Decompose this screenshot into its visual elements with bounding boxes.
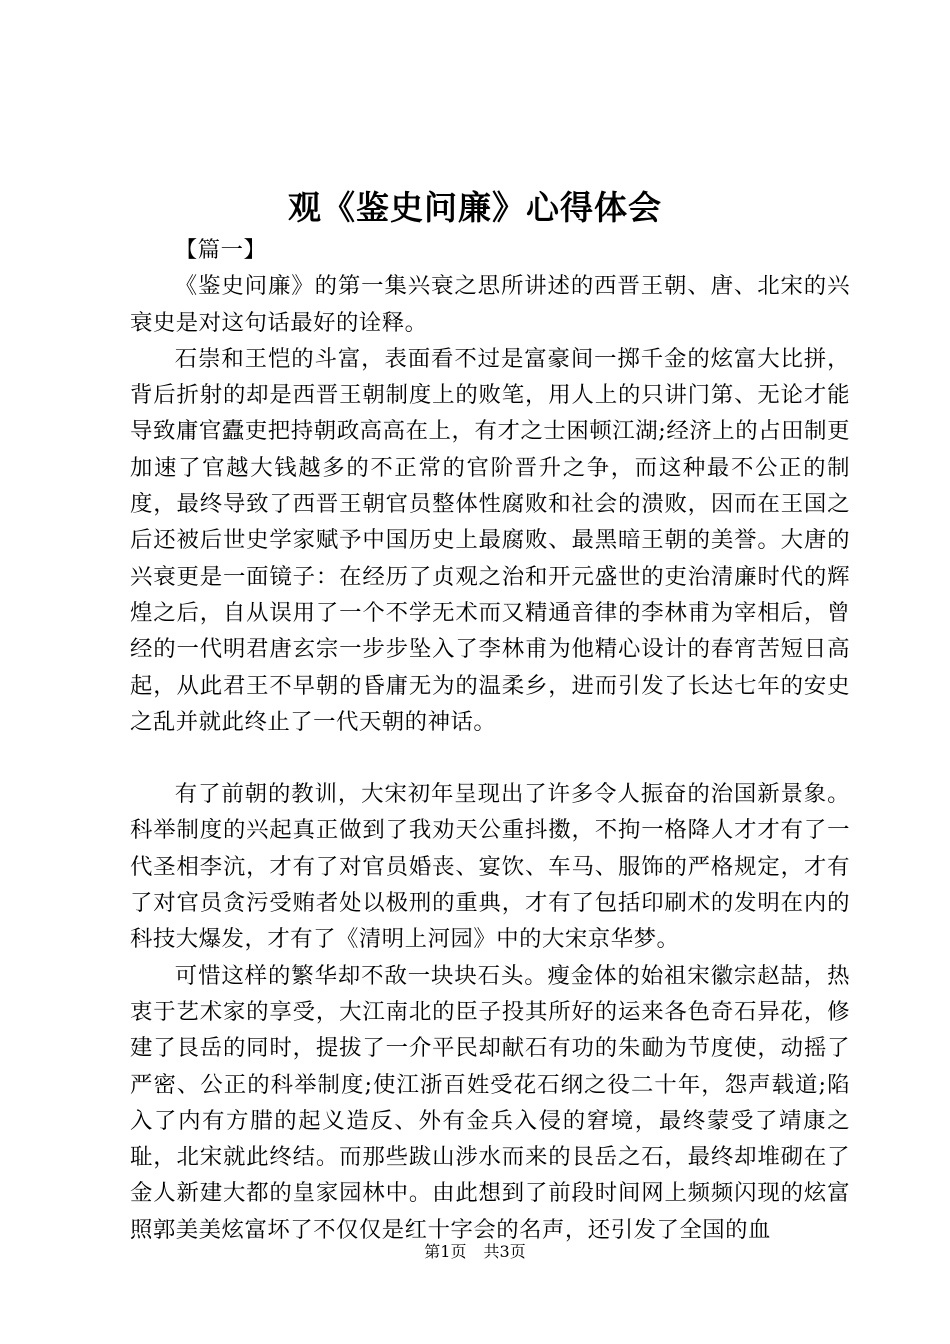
paragraph-2: 石崇和王恺的斗富，表面看不过是富豪间一掷千金的炫富大比拼，背后折射的却是西晋王朝制度上的败笔，用人上的只讲门第、无论才能导致庸官蠹吏把持朝政高高在上，有才之士困顿江湖;经济上的占田制更加速了官越大钱越多的不正常的官阶晋升之争，而这种最不公正的制度，最终导致了西晋王朝官员整体性腐败和社会的溃败，因而在王国之后还被后世史学家赋予中国历史上最腐败、最黑暗王朝的美誉。大唐的兴衰更是一面镜子：在经历了贞观之治和开元盛世的吏治清廉时代的辉煌之后，自从误用了一个不学无术而又精通音律的李林甫为宰相后，曾经的一代明君唐玄宗一步步坠入了李林甫为他精心设计的春宵苦短日高起，从此君王不早朝的昏庸无为的温柔乡，进而引发了长达七年的安史之乱并就此终止了一代天朝的神话。: [130, 345, 850, 735]
page-number: 第1页: [424, 1242, 467, 1261]
section-label: 【篇一】: [174, 237, 267, 263]
page-footer: [0, 1240, 950, 1264]
page-total: 共3页: [483, 1242, 526, 1261]
document-title: 观《鉴史问廉》心得体会: [288, 188, 662, 227]
document-body: [130, 232, 850, 1248]
paragraph-1: 《鉴史问廉》的第一集兴衰之思所讲述的西晋王朝、唐、北宋的兴衰史是对这句话最好的诠释。: [130, 273, 850, 336]
paragraph-3: 有了前朝的教训，大宋初年呈现出了许多令人振奋的治国新景象。科举制度的兴起真正做到了我劝天公重抖擞，不拘一格降人才才有了一代圣相李沆，才有了对官员婚丧、宴饮、车马、服饰的严格规定，才有了对官员贪污受贿者处以极刑的重典，才有了包括印刷术的发明在内的科技大爆发，才有了《清明上河园》中的大宋京华梦。: [130, 781, 850, 953]
paragraph-spacer: [130, 740, 850, 776]
paragraph-4: 可惜这样的繁华却不敌一块块石头。瘦金体的始祖宋徽宗赵喆，热衷于艺术家的享受，大江南北的臣子投其所好的运来各色奇石异花，修建了艮岳的同时，提拔了一介平民却献石有功的朱勔为节度使，动摇了严密、公正的科举制度;使江浙百姓受花石纲之役二十年，怨声载道;陷入了内有方腊的起义造反、外有金兵入侵的窘境，最终蒙受了靖康之耻，北宋就此终结。而那些跋山涉水而来的艮岳之石，最终却堆砌在了金人新建大都的皇家园林中。由此想到了前段时间网上频频闪现的炫富照郭美美炫富坏了不仅仅是红十字会的名声，还引发了全国的血: [130, 962, 850, 1243]
